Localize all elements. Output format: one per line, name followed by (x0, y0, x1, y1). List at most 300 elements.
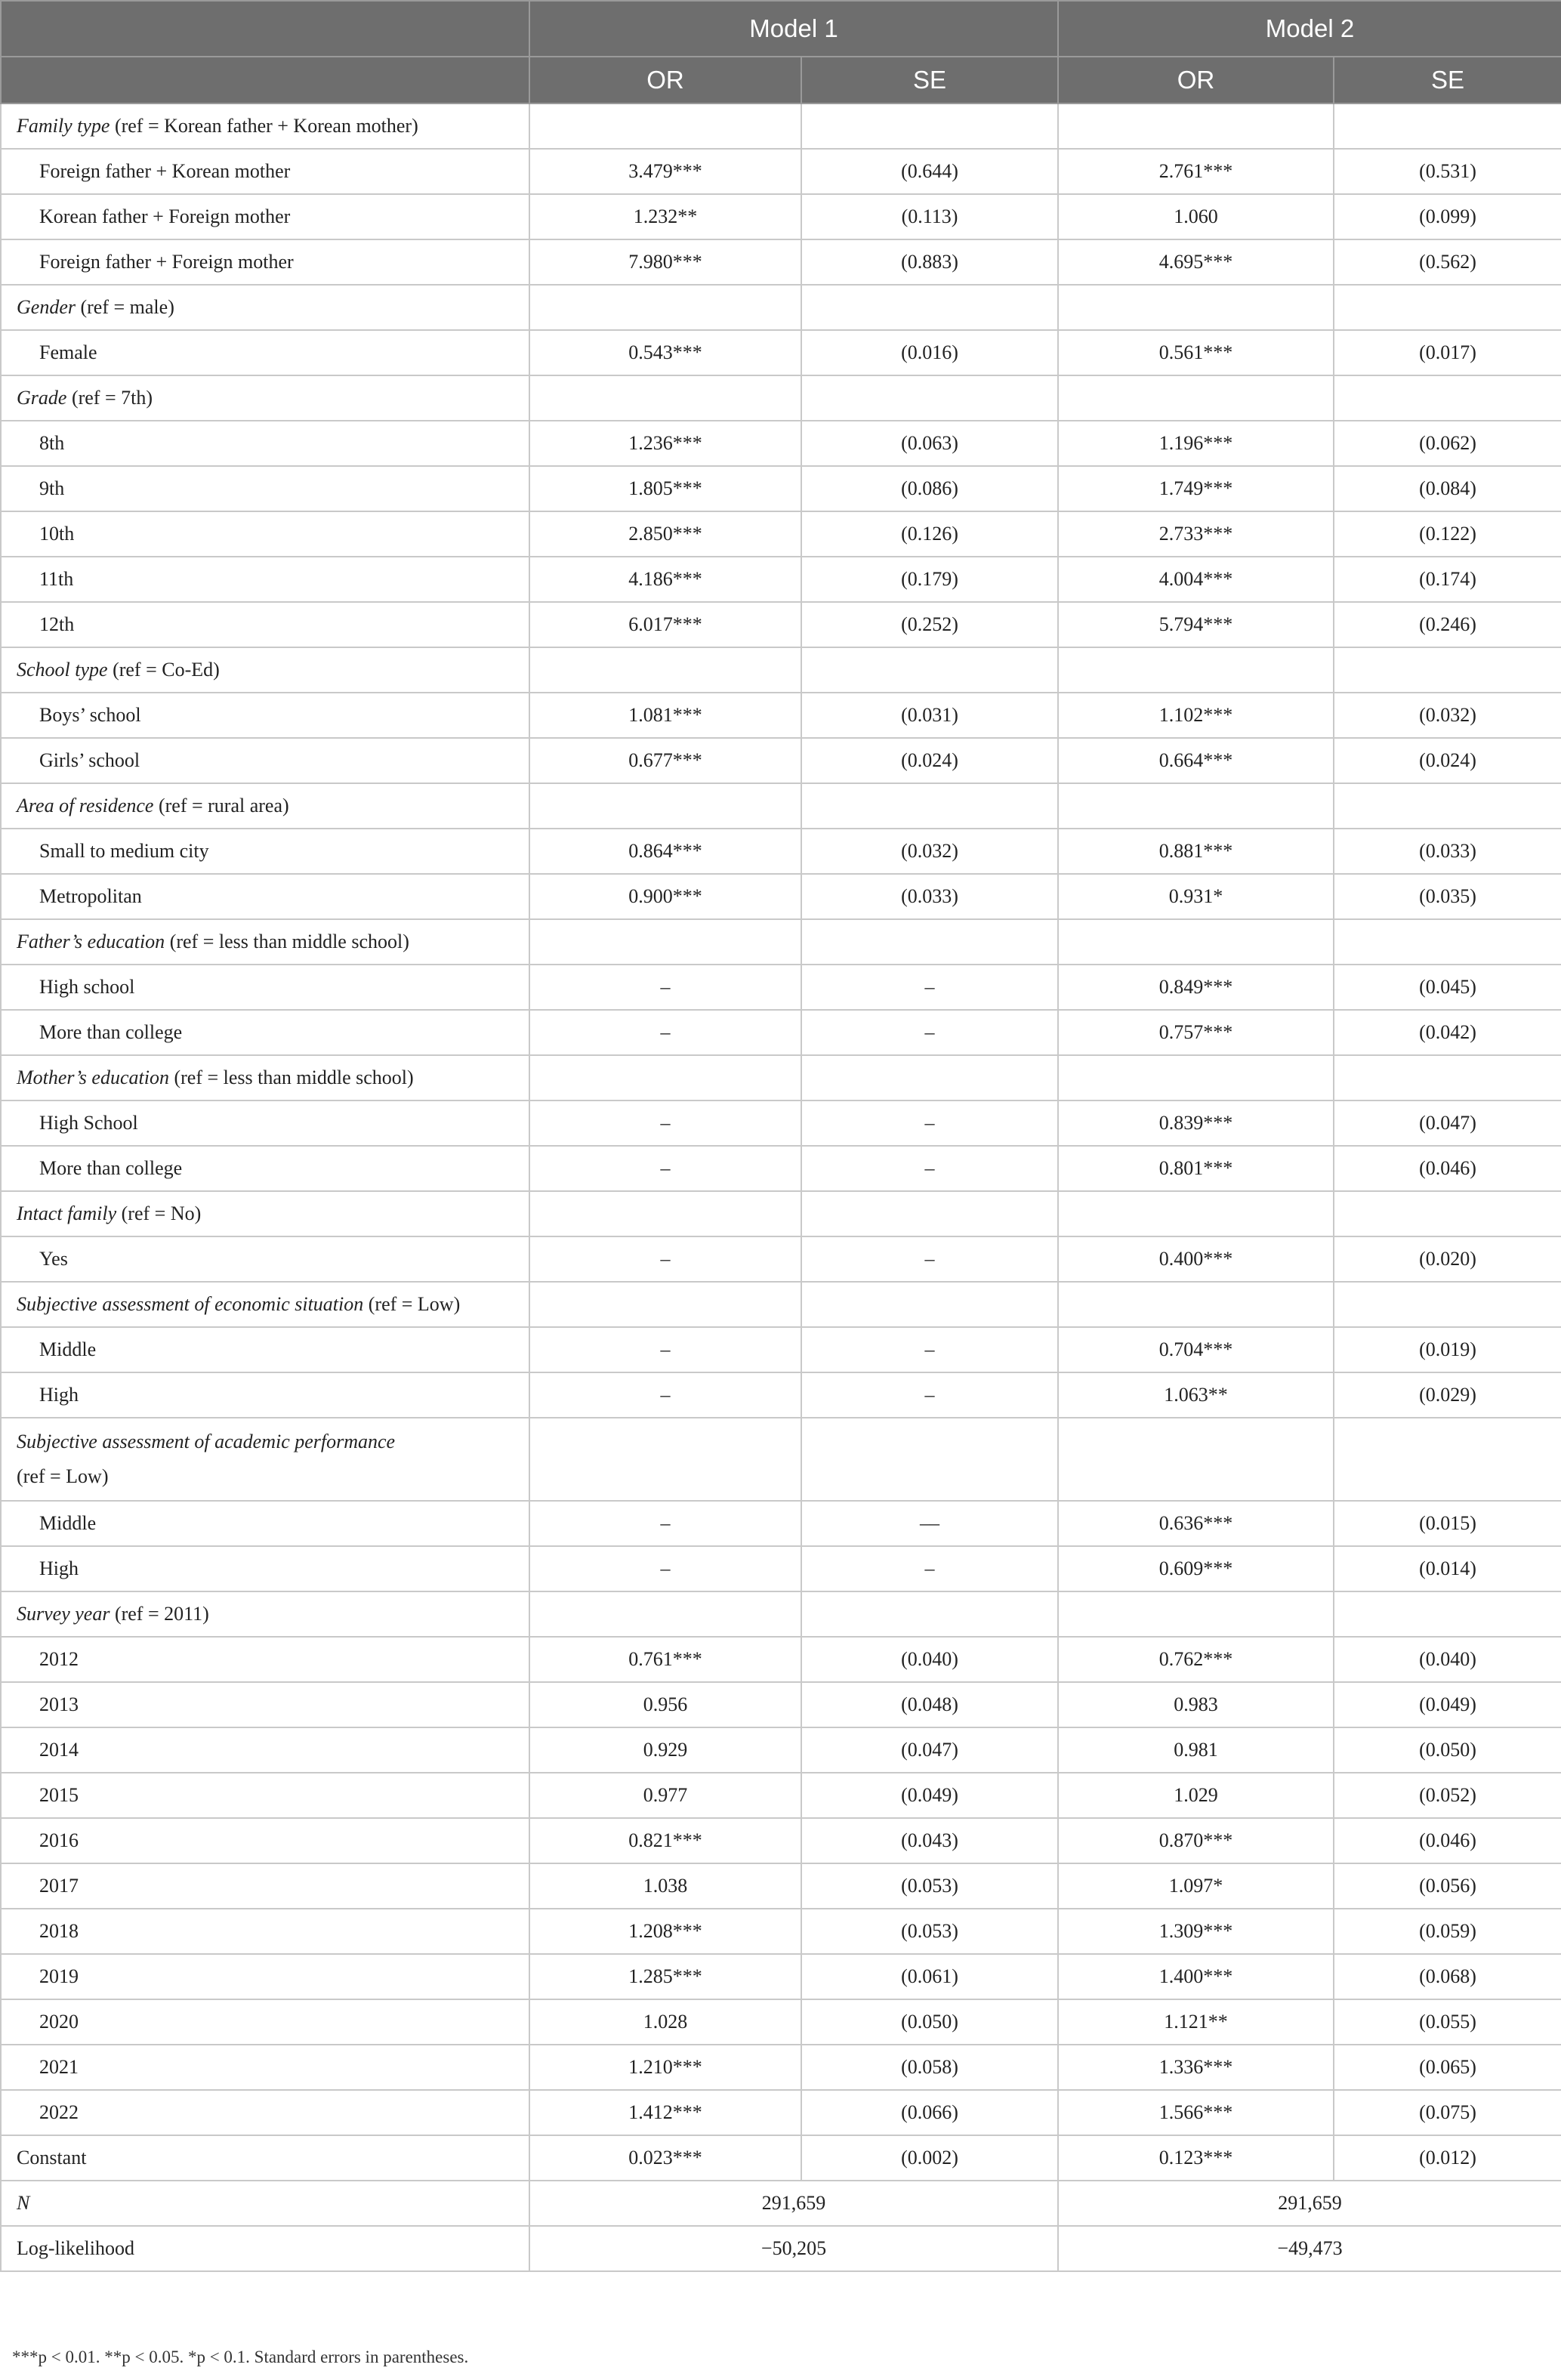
row-label: 2022 (1, 2090, 529, 2135)
table-row (1, 965, 1561, 1010)
empty-cell (1058, 103, 1334, 149)
model2-se: (0.019) (1334, 1327, 1561, 1372)
model2-se: (0.050) (1334, 1727, 1561, 1773)
model1-or: 7.980*** (529, 239, 801, 285)
empty-cell (529, 103, 801, 149)
row-label: 11th (1, 557, 529, 602)
group-label (1, 783, 529, 829)
model1-se: (0.066) (801, 2090, 1058, 2135)
model1-or: 0.821*** (529, 1818, 801, 1863)
model1-or: 0.929 (529, 1727, 801, 1773)
empty-cell (801, 1591, 1058, 1637)
empty-cell (1058, 1418, 1334, 1501)
model1-se: (0.113) (801, 194, 1058, 239)
model1-se: – (801, 1327, 1058, 1372)
model2-or: 0.981 (1058, 1727, 1334, 1773)
model1-se: – (801, 1010, 1058, 1055)
model1-or: 3.479*** (529, 149, 801, 194)
row-label: Female (1, 330, 529, 375)
group-name: Gender (17, 296, 76, 318)
model1-or: 1.285*** (529, 1954, 801, 1999)
model2-or: 0.762*** (1058, 1637, 1334, 1682)
model1-or: – (529, 1501, 801, 1546)
table-row (1, 1909, 1561, 1954)
model2-or: 0.561*** (1058, 330, 1334, 375)
model2-se: (0.531) (1334, 149, 1561, 194)
empty-cell (529, 375, 801, 421)
table-row (1, 239, 1561, 285)
table-row (1, 1999, 1561, 2045)
model2-se: (0.045) (1334, 965, 1561, 1010)
model2-or: 1.196*** (1058, 421, 1334, 466)
group-name: Survey year (17, 1603, 110, 1625)
row-label: Log-likelihood (1, 2226, 529, 2271)
model1-se: – (801, 1236, 1058, 1282)
group-header-row (1, 103, 1561, 149)
model2-or: 2.733*** (1058, 511, 1334, 557)
empty-cell (801, 1191, 1058, 1236)
model2-se: (0.562) (1334, 239, 1561, 285)
row-label: More than college (1, 1010, 529, 1055)
model1-or: – (529, 965, 801, 1010)
model1-se: –– (801, 1501, 1058, 1546)
model2-se: (0.055) (1334, 1999, 1561, 2045)
model1-se: (0.033) (801, 874, 1058, 919)
group-name: Grade (17, 387, 67, 409)
model2-se: (0.017) (1334, 330, 1561, 375)
model2-or: 1.060 (1058, 194, 1334, 239)
model1-se: – (801, 1100, 1058, 1146)
table-row (1, 2226, 1561, 2271)
model1-or: 0.977 (529, 1773, 801, 1818)
model2-or: 4.695*** (1058, 239, 1334, 285)
row-label: Girls’ school (1, 738, 529, 783)
group-name: Intact family (17, 1202, 117, 1224)
group-label (1, 1418, 529, 1501)
empty-cell (1334, 1055, 1561, 1100)
row-label: Constant (1, 2135, 529, 2181)
empty-cell (1058, 1191, 1334, 1236)
group-header-row (1, 647, 1561, 693)
model2-or: 0.400*** (1058, 1236, 1334, 1282)
model2-or: 1.029 (1058, 1773, 1334, 1818)
row-label: Foreign father + Korean mother (1, 149, 529, 194)
model1-se: – (801, 1372, 1058, 1418)
model1-value: −50,205 (529, 2226, 1058, 2271)
model2-or-header: OR (1058, 57, 1334, 103)
table-row (1, 1863, 1561, 1909)
model2-header: Model 2 (1058, 1, 1561, 57)
model2-or: 0.757*** (1058, 1010, 1334, 1055)
model1-se: (0.040) (801, 1637, 1058, 1682)
table-row (1, 1010, 1561, 1055)
model1-or: 0.677*** (529, 738, 801, 783)
table-row (1, 2181, 1561, 2226)
model2-se: (0.033) (1334, 829, 1561, 874)
empty-cell (1334, 285, 1561, 330)
model2-se: (0.024) (1334, 738, 1561, 783)
model1-or: 1.038 (529, 1863, 801, 1909)
model1-or: 1.208*** (529, 1909, 801, 1954)
model2-or: 0.609*** (1058, 1546, 1334, 1591)
row-label: 10th (1, 511, 529, 557)
table-row (1, 557, 1561, 602)
row-label: 2014 (1, 1727, 529, 1773)
model1-se: (0.644) (801, 149, 1058, 194)
model2-se: (0.052) (1334, 1773, 1561, 1818)
empty-cell (1058, 375, 1334, 421)
model2-se: (0.049) (1334, 1682, 1561, 1727)
model1-or: 6.017*** (529, 602, 801, 647)
model2-se: (0.122) (1334, 511, 1561, 557)
group-header-row (1, 1418, 1561, 1501)
empty-cell (801, 285, 1058, 330)
empty-cell (801, 1418, 1058, 1501)
row-label: High School (1, 1100, 529, 1146)
empty-cell (529, 1591, 801, 1637)
row-label: 2012 (1, 1637, 529, 1682)
group-name: Area of residence (17, 795, 154, 816)
row-label: 12th (1, 602, 529, 647)
table-row (1, 693, 1561, 738)
empty-cell (1334, 1191, 1561, 1236)
model1-se: (0.883) (801, 239, 1058, 285)
empty-cell (1334, 919, 1561, 965)
model1-or: 1.028 (529, 1999, 801, 2045)
row-label: More than college (1, 1146, 529, 1191)
model1-or: 1.236*** (529, 421, 801, 466)
model2-se: (0.029) (1334, 1372, 1561, 1418)
table-row (1, 1818, 1561, 1863)
model2-or: 0.881*** (1058, 829, 1334, 874)
model2-or: 1.336*** (1058, 2045, 1334, 2090)
row-label: Small to medium city (1, 829, 529, 874)
model1-or: 4.186*** (529, 557, 801, 602)
model1-or: 0.023*** (529, 2135, 801, 2181)
group-name: Subjective assessment of economic situation (17, 1293, 364, 1315)
table-row (1, 2090, 1561, 2135)
empty-cell (801, 103, 1058, 149)
model1-se: – (801, 1546, 1058, 1591)
group-name: Subjective assessment of academic performance (17, 1431, 396, 1452)
model2-se: (0.059) (1334, 1909, 1561, 1954)
model1-or: – (529, 1146, 801, 1191)
model1-or: 1.210*** (529, 2045, 801, 2090)
group-reference: (ref = male) (75, 296, 174, 318)
group-header-row (1, 1282, 1561, 1327)
row-label: Korean father + Foreign mother (1, 194, 529, 239)
table-row (1, 421, 1561, 466)
empty-cell (801, 647, 1058, 693)
empty-cell (801, 1282, 1058, 1327)
model1-se: (0.058) (801, 2045, 1058, 2090)
empty-cell (1058, 285, 1334, 330)
empty-cell (1334, 1418, 1561, 1501)
model1-se-header: SE (801, 57, 1058, 103)
empty-cell (1058, 1591, 1334, 1637)
model2-se: (0.056) (1334, 1863, 1561, 1909)
group-reference: (ref = rural area) (153, 795, 289, 816)
model2-se: (0.015) (1334, 1501, 1561, 1546)
empty-cell (529, 1191, 801, 1236)
table-row (1, 194, 1561, 239)
row-label: Metropolitan (1, 874, 529, 919)
model2-or: 0.801*** (1058, 1146, 1334, 1191)
group-name: Mother’s education (17, 1067, 169, 1088)
model1-or: 1.232** (529, 194, 801, 239)
model2-se: (0.047) (1334, 1100, 1561, 1146)
header-empty-cell (1, 1, 529, 57)
model1-or: – (529, 1236, 801, 1282)
row-label: Middle (1, 1501, 529, 1546)
empty-cell (1334, 1591, 1561, 1637)
model2-se: (0.035) (1334, 874, 1561, 919)
group-label (1, 103, 529, 149)
group-header-row (1, 1591, 1561, 1637)
model1-se: (0.024) (801, 738, 1058, 783)
row-label: High (1, 1372, 529, 1418)
model2-se: (0.065) (1334, 2045, 1561, 2090)
empty-cell (801, 783, 1058, 829)
model1-or: 1.081*** (529, 693, 801, 738)
empty-cell (1058, 647, 1334, 693)
table-row (1, 1727, 1561, 1773)
table-row (1, 1501, 1561, 1546)
empty-cell (529, 285, 801, 330)
model1-se: (0.053) (801, 1909, 1058, 1954)
model1-se: (0.050) (801, 1999, 1058, 2045)
model2-or: 2.761*** (1058, 149, 1334, 194)
group-reference: (ref = less than middle school) (165, 931, 409, 952)
model2-or: 1.400*** (1058, 1954, 1334, 1999)
model1-value: 291,659 (529, 2181, 1058, 2226)
empty-cell (529, 1282, 801, 1327)
model2-or: 1.063** (1058, 1372, 1334, 1418)
group-reference: (ref = Korean father + Korean mother) (110, 115, 418, 137)
table-row (1, 1773, 1561, 1818)
model1-or: – (529, 1010, 801, 1055)
group-reference: (ref = 2011) (110, 1603, 209, 1625)
empty-cell (801, 375, 1058, 421)
model2-se: (0.075) (1334, 2090, 1561, 2135)
model1-se: (0.126) (801, 511, 1058, 557)
model2-se: (0.032) (1334, 693, 1561, 738)
row-label: 2016 (1, 1818, 529, 1863)
row-label: Foreign father + Foreign mother (1, 239, 529, 285)
model1-se: (0.031) (801, 693, 1058, 738)
model2-or: 0.704*** (1058, 1327, 1334, 1372)
model1-header: Model 1 (529, 1, 1058, 57)
table-row (1, 1372, 1561, 1418)
model1-se: (0.053) (801, 1863, 1058, 1909)
empty-cell (1058, 1055, 1334, 1100)
table-row (1, 1637, 1561, 1682)
model2-or: 0.636*** (1058, 1501, 1334, 1546)
empty-cell (1334, 783, 1561, 829)
table-body (1, 103, 1561, 2271)
model1-se: (0.252) (801, 602, 1058, 647)
model1-or: – (529, 1372, 801, 1418)
group-reference: (ref = Low) (363, 1293, 461, 1315)
group-label (1, 1191, 529, 1236)
table-row (1, 738, 1561, 783)
empty-cell (801, 919, 1058, 965)
empty-cell (801, 1055, 1058, 1100)
group-label (1, 647, 529, 693)
model1-se: – (801, 1146, 1058, 1191)
empty-cell (1334, 103, 1561, 149)
group-header-row (1, 783, 1561, 829)
group-reference: (ref = No) (116, 1202, 202, 1224)
row-label: Yes (1, 1236, 529, 1282)
model1-or: 0.956 (529, 1682, 801, 1727)
model2-or: 1.102*** (1058, 693, 1334, 738)
table-footnote: ***p < 0.01. **p < 0.05. *p < 0.1. Standard errors in parentheses. (12, 2348, 469, 2366)
model1-se: – (801, 965, 1058, 1010)
group-label (1, 919, 529, 965)
model1-se: (0.002) (801, 2135, 1058, 2181)
model1-or: – (529, 1546, 801, 1591)
table-row (1, 2135, 1561, 2181)
row-label: 2021 (1, 2045, 529, 2090)
model1-or: 0.864*** (529, 829, 801, 874)
group-reference: (ref = 7th) (66, 387, 153, 409)
model2-se: (0.099) (1334, 194, 1561, 239)
empty-cell (1334, 375, 1561, 421)
group-header-row (1, 919, 1561, 965)
model2-se: (0.174) (1334, 557, 1561, 602)
row-label: 2019 (1, 1954, 529, 1999)
model2-or: 0.983 (1058, 1682, 1334, 1727)
table-row (1, 602, 1561, 647)
row-label: High (1, 1546, 529, 1591)
model1-se: (0.063) (801, 421, 1058, 466)
empty-cell (529, 1418, 801, 1501)
model1-or: 0.900*** (529, 874, 801, 919)
model1-se: (0.043) (801, 1818, 1058, 1863)
group-name: School type (17, 659, 108, 681)
table-row (1, 511, 1561, 557)
model1-or: 2.850*** (529, 511, 801, 557)
empty-cell (1058, 919, 1334, 965)
model1-se: (0.049) (801, 1773, 1058, 1818)
model1-or: 0.761*** (529, 1637, 801, 1682)
model1-or: 0.543*** (529, 330, 801, 375)
table-row (1, 829, 1561, 874)
model2-se: (0.012) (1334, 2135, 1561, 2181)
table-row (1, 1954, 1561, 1999)
group-label (1, 375, 529, 421)
group-label (1, 1055, 529, 1100)
model2-or: 1.309*** (1058, 1909, 1334, 1954)
group-reference: (ref = Low) (17, 1465, 109, 1487)
group-header-row (1, 375, 1561, 421)
group-reference: (ref = less than middle school) (168, 1067, 414, 1088)
table-row (1, 149, 1561, 194)
table-row (1, 2045, 1561, 2090)
model1-se: (0.048) (801, 1682, 1058, 1727)
row-label: Middle (1, 1327, 529, 1372)
model2-or: 0.931* (1058, 874, 1334, 919)
model2-se: (0.020) (1334, 1236, 1561, 1282)
model2-or: 4.004*** (1058, 557, 1334, 602)
model2-or: 5.794*** (1058, 602, 1334, 647)
model1-or: – (529, 1327, 801, 1372)
table-row (1, 1100, 1561, 1146)
empty-cell (1334, 1282, 1561, 1327)
table-row (1, 1546, 1561, 1591)
row-label: 2013 (1, 1682, 529, 1727)
model2-or: 1.097* (1058, 1863, 1334, 1909)
model2-value: −49,473 (1058, 2226, 1561, 2271)
model1-or: 1.412*** (529, 2090, 801, 2135)
table-row (1, 1146, 1561, 1191)
table-row (1, 330, 1561, 375)
table-row (1, 1327, 1561, 1372)
subheader-empty-cell (1, 57, 529, 103)
model2-se-header: SE (1334, 57, 1561, 103)
row-label: Boys’ school (1, 693, 529, 738)
empty-cell (1058, 783, 1334, 829)
group-header-row (1, 285, 1561, 330)
model2-or: 0.849*** (1058, 965, 1334, 1010)
model2-or: 0.839*** (1058, 1100, 1334, 1146)
model2-value: 291,659 (1058, 2181, 1561, 2226)
model2-se: (0.040) (1334, 1637, 1561, 1682)
row-label: 2020 (1, 1999, 529, 2045)
row-label: 2015 (1, 1773, 529, 1818)
group-label (1, 285, 529, 330)
table-row (1, 466, 1561, 511)
row-label: N (1, 2181, 529, 2226)
empty-cell (1334, 647, 1561, 693)
row-label: High school (1, 965, 529, 1010)
model2-se: (0.014) (1334, 1546, 1561, 1591)
model2-or: 0.870*** (1058, 1818, 1334, 1863)
model2-or: 1.121** (1058, 1999, 1334, 2045)
model1-se: (0.086) (801, 466, 1058, 511)
table-row (1, 1682, 1561, 1727)
model1-se: (0.061) (801, 1954, 1058, 1999)
model1-or-header: OR (529, 57, 801, 103)
table-row (1, 874, 1561, 919)
model1-or: – (529, 1100, 801, 1146)
group-name: Father’s education (17, 931, 165, 952)
model1-or: 1.805*** (529, 466, 801, 511)
model2-or: 1.566*** (1058, 2090, 1334, 2135)
model2-or: 0.123*** (1058, 2135, 1334, 2181)
row-label: 9th (1, 466, 529, 511)
empty-cell (1058, 1282, 1334, 1327)
model2-or: 0.664*** (1058, 738, 1334, 783)
model2-se: (0.084) (1334, 466, 1561, 511)
model1-se: (0.047) (801, 1727, 1058, 1773)
empty-cell (529, 1055, 801, 1100)
row-label: 2017 (1, 1863, 529, 1909)
table-row (1, 1236, 1561, 1282)
model1-se: (0.032) (801, 829, 1058, 874)
row-label: 8th (1, 421, 529, 466)
model2-se: (0.246) (1334, 602, 1561, 647)
empty-cell (529, 919, 801, 965)
model2-se: (0.062) (1334, 421, 1561, 466)
empty-cell (529, 647, 801, 693)
model2-se: (0.042) (1334, 1010, 1561, 1055)
model2-or: 1.749*** (1058, 466, 1334, 511)
empty-cell (529, 783, 801, 829)
group-header-row (1, 1191, 1561, 1236)
row-label: 2018 (1, 1909, 529, 1954)
